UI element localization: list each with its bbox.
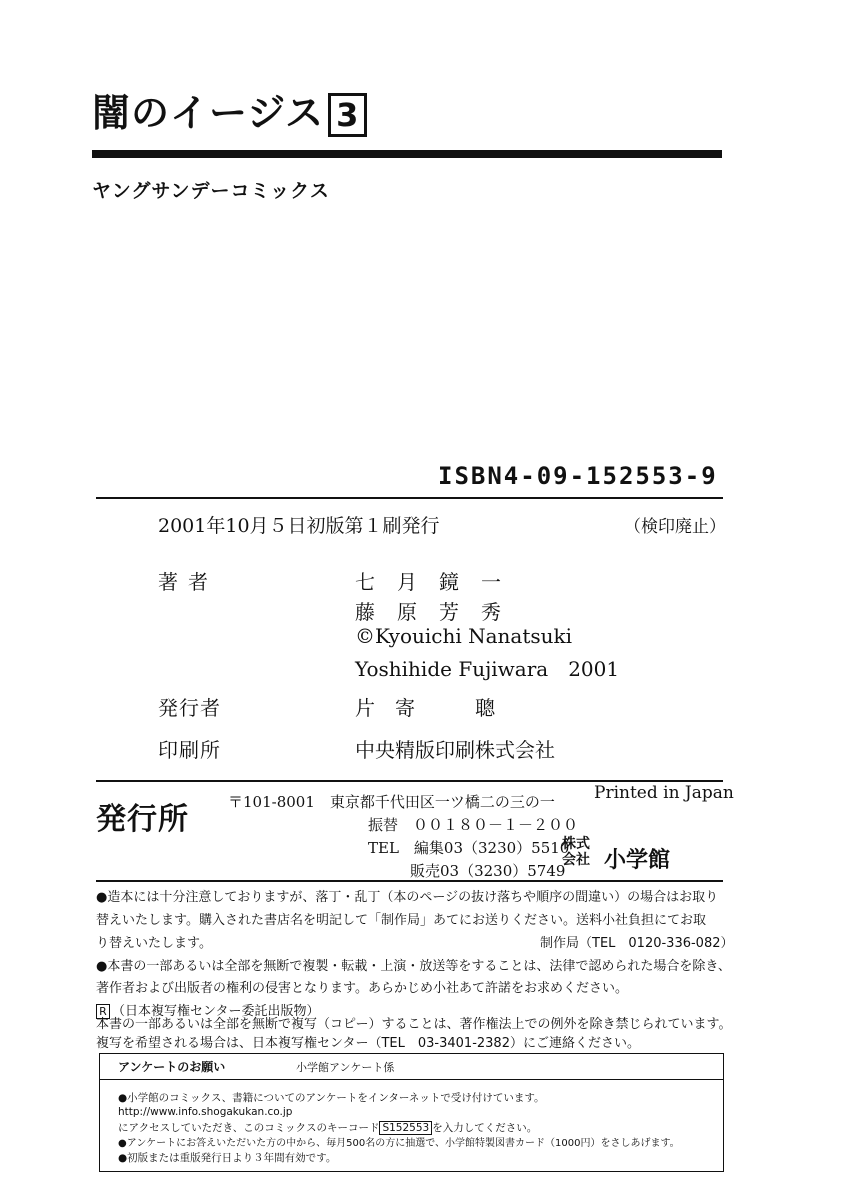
issuer-name: 片 寄 聰 xyxy=(355,696,495,720)
notice-contact: 制作局（TEL 0120-336-082） xyxy=(540,936,734,951)
publisher-rule xyxy=(96,880,723,882)
issuer-label: 発行者 xyxy=(158,696,221,720)
survey-rule xyxy=(99,1079,724,1080)
book-title xyxy=(92,82,367,137)
survey-line-3-post: を入力してください。 xyxy=(432,1122,538,1134)
printer-label: 印刷所 xyxy=(158,738,221,762)
publisher-label: 発行所 xyxy=(96,802,189,837)
survey-dept: 小学館アンケート係 xyxy=(296,1061,395,1074)
company-type xyxy=(562,836,590,868)
publisher-address: 〒101-8001 東京都千代田区一ツ橋二の三の一 xyxy=(228,793,555,811)
survey-line-5: ●初版または重版発行日より３年間有効です。 xyxy=(118,1152,337,1164)
survey-line-3 xyxy=(118,1120,537,1135)
isbn-rule xyxy=(96,497,723,499)
notice-line-6-text: （日本複写権センター委託出版物） xyxy=(112,1004,320,1019)
publication-date: 2001年10月５日初版第１刷発行 xyxy=(158,515,440,537)
survey-line-4: ●アンケートにお答えいただいた方の中から、毎月500名の方に抽選で、小学館特製図書カード（1000円）をさしあげます。 xyxy=(118,1138,680,1149)
notice-line-4: ●本書の一部あるいは全部を無断で複製・転載・上演・放送等をすることは、法律で認められた場合を除き、 xyxy=(96,959,731,974)
notice-line-2: 替えいたします。購入された書店名を明記して「制作局」あてにお送りください。送料小社負担にてお取 xyxy=(96,913,706,928)
company-type-1: 株式 xyxy=(562,836,590,852)
author-1: 七 月 鏡 一 xyxy=(355,570,502,594)
book-title-text: 闇のイージス xyxy=(92,91,325,135)
colophon-rule xyxy=(96,780,723,782)
survey-heading: アンケートのお願い xyxy=(118,1060,226,1074)
survey-line-3-pre: にアクセスしていただき、このコミックスのキーコード xyxy=(118,1122,380,1134)
key-code: S152553 xyxy=(379,1121,432,1135)
author-2: 藤 原 芳 秀 xyxy=(355,600,502,624)
survey-line-1: ●小学館のコミックス、書籍についてのアンケートをインターネットで受け付けています。 xyxy=(118,1092,545,1104)
printer-name: 中央精版印刷株式会社 xyxy=(355,738,555,762)
notice-line-1: ●造本には十分注意しておりますが、落丁・乱丁（本のページの抜け落ちや順序の間違い）の場合はお取り xyxy=(96,890,719,905)
isbn: ISBN4-09-152553-9 xyxy=(438,462,718,490)
publisher-tel-edit: TEL 編集03（3230）5510 xyxy=(368,839,570,857)
company-type-2: 会社 xyxy=(562,852,590,868)
notice-line-7: 本書の一部あるいは全部を無断で複写（コピー）することは、著作権法上での例外を除き禁じられています。 xyxy=(96,1017,732,1032)
copyright-line: ©Kyouichi Nanatsuki xyxy=(355,624,573,648)
publisher-tel-sales: 販売03（3230）5749 xyxy=(410,862,566,880)
notice-line-3: り替えいたします。 xyxy=(96,936,212,951)
author-label: 著者 xyxy=(158,570,218,594)
notice-line-5: 著作者および出版者の権利の侵害となります。あらかじめ小社あて許諾をお求めください。 xyxy=(96,981,628,996)
seal-note: （検印廃止） xyxy=(624,517,726,537)
r-mark-icon: R xyxy=(96,1004,110,1019)
printed-in: Printed in Japan xyxy=(594,783,734,803)
series-name: ヤングサンデーコミックス xyxy=(92,180,330,202)
survey-url: http://www.info.shogakukan.co.jp xyxy=(118,1106,293,1118)
publisher-name: 小学館 xyxy=(604,848,671,873)
title-rule xyxy=(92,150,722,158)
volume-number: 3 xyxy=(328,93,367,137)
publisher-transfer: 振替 ００１８０－１－２００ xyxy=(368,816,579,834)
copyright-line-2: Yoshihide Fujiwara 2001 xyxy=(355,657,620,681)
notice-line-8: 複写を希望される場合は、日本複写権センター（TEL 03-3401-2382）にご連絡ください。 xyxy=(96,1036,640,1051)
